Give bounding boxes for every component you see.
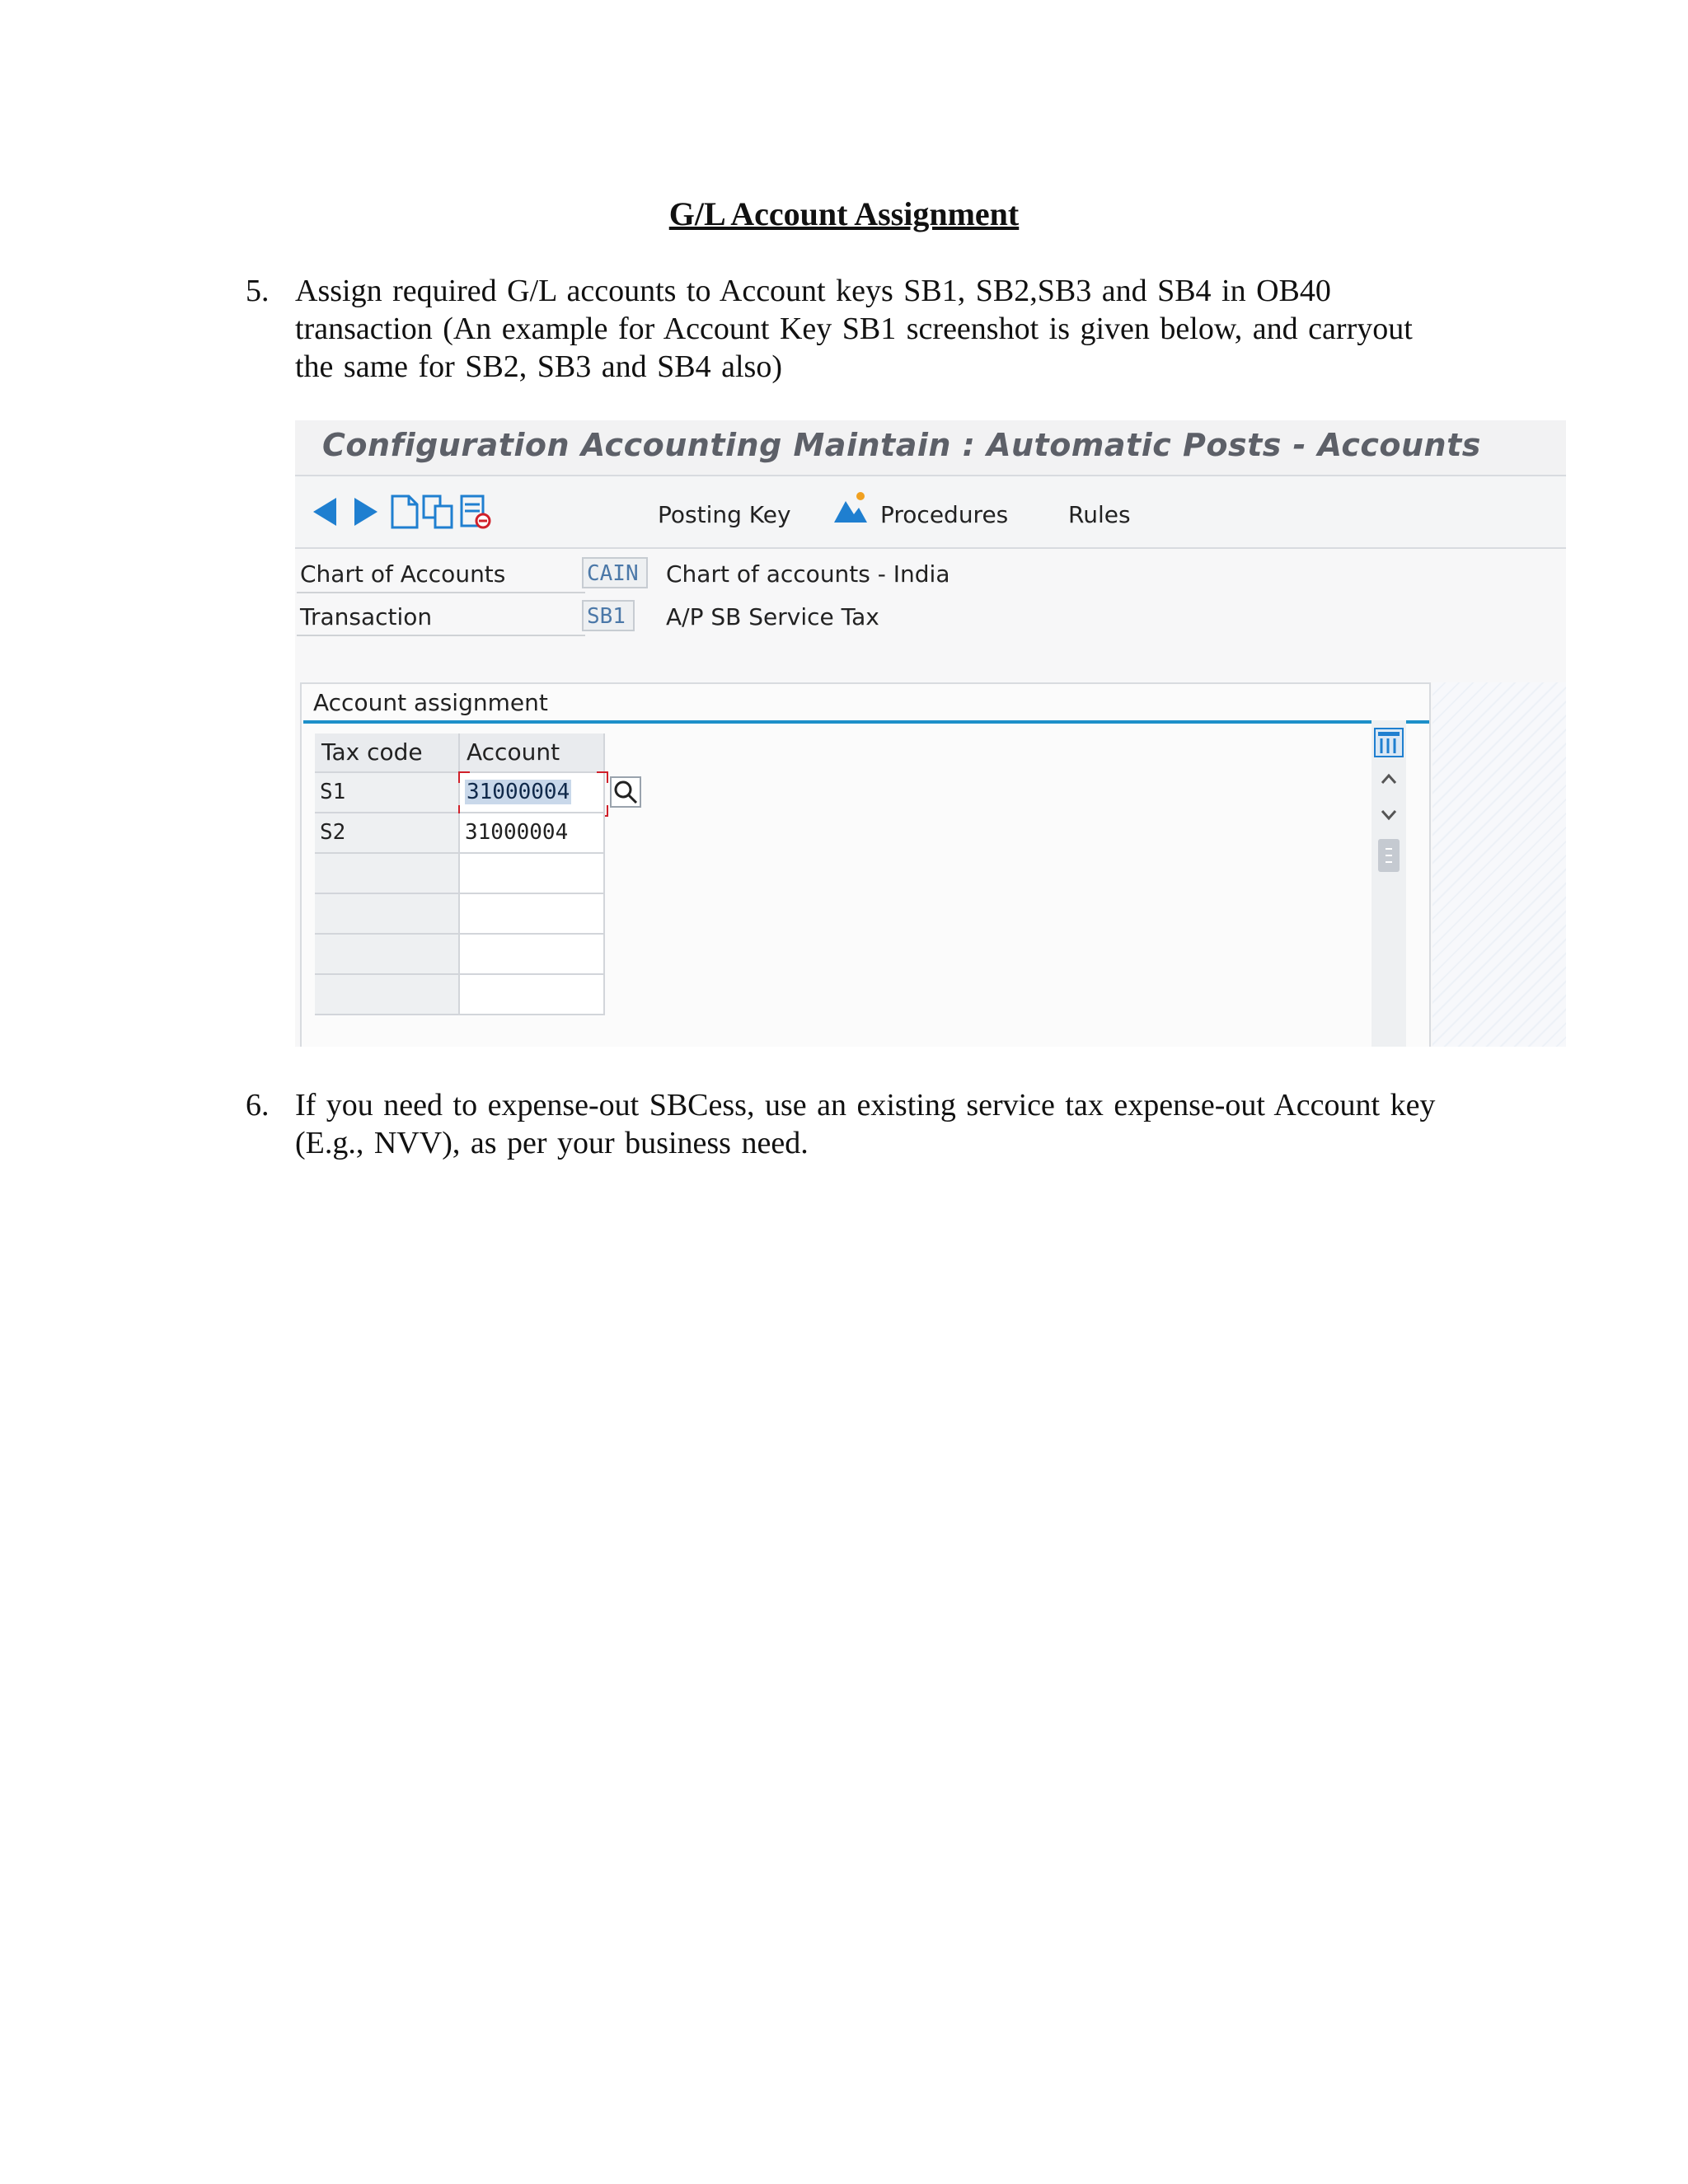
document-title: G/L Account Assignment — [668, 195, 1020, 232]
transaction-description: A/P SB Service Tax — [666, 603, 879, 630]
account-value: 31000004 — [467, 780, 570, 804]
search-icon — [612, 778, 640, 806]
list-number: 5. — [246, 274, 270, 308]
tax-code-cell — [315, 935, 460, 975]
divider — [297, 635, 585, 636]
column-header-tax-code[interactable]: Tax code — [315, 733, 460, 773]
panel-title-underline — [303, 720, 1429, 724]
focus-marker — [597, 771, 608, 783]
divider — [297, 592, 585, 593]
account-input-selected[interactable] — [460, 773, 605, 813]
scroll-thumb[interactable] — [1372, 836, 1406, 875]
tax-code-cell: S2 — [315, 813, 460, 854]
account-assignment-panel — [300, 682, 1431, 1047]
focus-marker — [458, 771, 470, 783]
chevron-up-icon[interactable] — [1372, 763, 1406, 794]
new-document-icon[interactable] — [386, 493, 422, 531]
chart-of-accounts-label: Chart of Accounts — [300, 560, 506, 588]
procedures-icon — [832, 490, 869, 527]
sap-screenshot — [295, 420, 1566, 1047]
column-settings-icon[interactable] — [1372, 727, 1406, 758]
procedures-button[interactable]: Procedures — [880, 501, 1009, 528]
chevron-down-icon[interactable] — [1372, 799, 1406, 831]
list-number: 6. — [246, 1088, 270, 1122]
account-input[interactable] — [460, 975, 605, 1015]
account-input[interactable] — [460, 854, 605, 894]
chart-of-accounts-field: CAIN — [582, 557, 648, 588]
transaction-label: Transaction — [300, 603, 433, 630]
panel-title: Account assignment — [313, 689, 548, 716]
posting-key-button[interactable]: Posting Key — [658, 501, 791, 528]
sap-toolbar — [295, 476, 1566, 549]
forward-arrow-icon[interactable] — [346, 493, 382, 531]
sap-title-bar — [295, 420, 1566, 476]
tax-code-cell — [315, 854, 460, 894]
tax-code-cell — [315, 975, 460, 1015]
chart-of-accounts-description: Chart of accounts - India — [666, 560, 950, 588]
tax-code-cell — [315, 894, 460, 935]
list-text: Assign required G/L accounts to Account keys SB1, SB2,SB3 and SB4 in OB40 transaction (An example for Account Key SB1 screenshot is given below, and carryout the same for SB2, SB3 and SB4 also) — [295, 274, 1413, 384]
rules-button[interactable]: Rules — [1068, 501, 1131, 528]
back-arrow-icon[interactable] — [308, 493, 345, 531]
delete-icon[interactable] — [457, 493, 493, 531]
tax-code-cell: S1 — [315, 773, 460, 813]
background-pattern — [1432, 682, 1566, 1047]
search-help-button[interactable] — [610, 776, 641, 808]
list-text: If you need to expense-out SBCess, use an existing service tax expense-out Account key (E.g., NVV), as per your business need. — [295, 1088, 1436, 1160]
vertical-scrollbar[interactable] — [1372, 720, 1406, 1047]
transaction-field: SB1 — [582, 600, 635, 631]
account-input[interactable] — [460, 935, 605, 975]
copy-icon[interactable] — [420, 493, 457, 531]
account-input[interactable]: 31000004 — [460, 813, 605, 854]
account-input[interactable] — [460, 894, 605, 935]
column-header-account[interactable]: Account — [460, 733, 605, 773]
sap-screen-title: Configuration Accounting Maintain : Automatic Posts - Accounts — [322, 427, 1481, 463]
